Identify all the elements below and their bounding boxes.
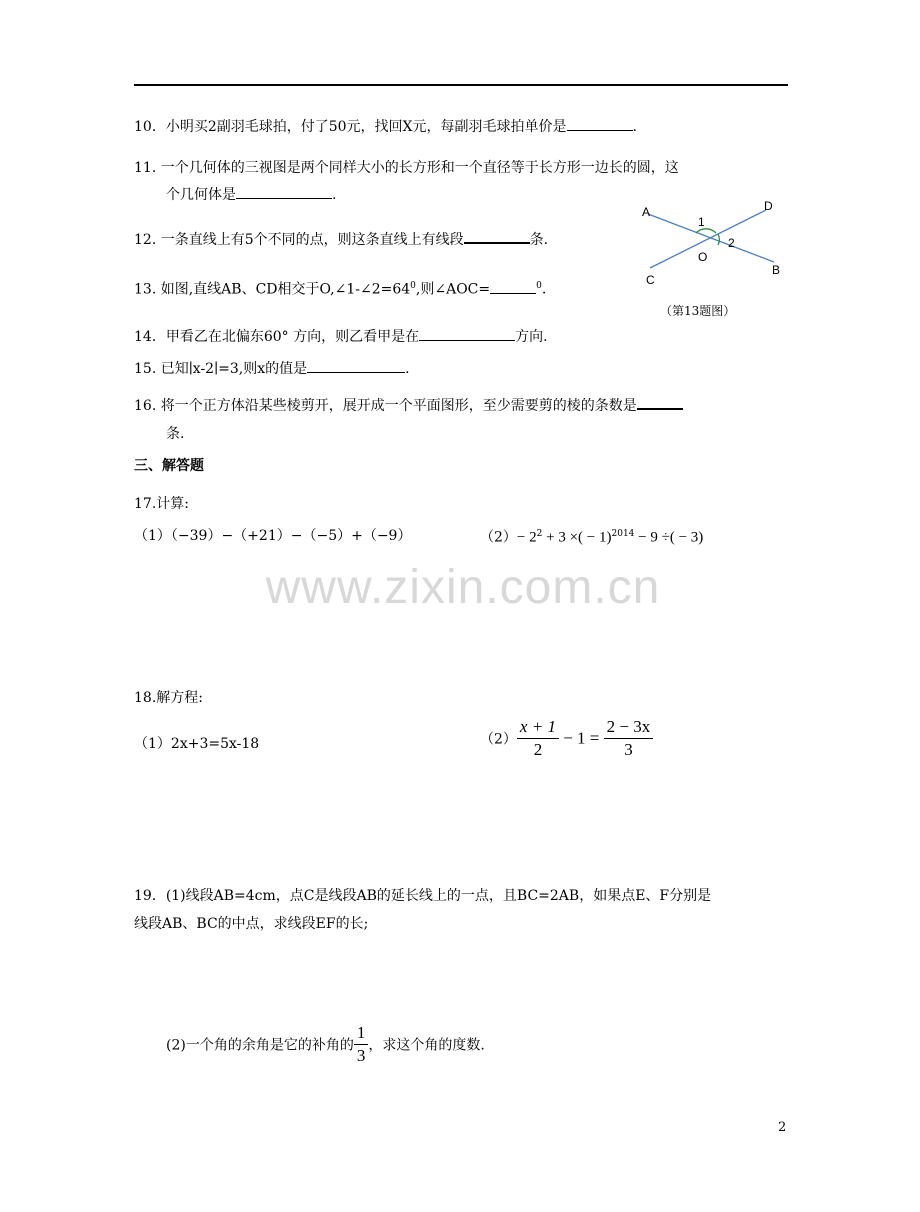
answer-blank-12[interactable] xyxy=(464,228,530,244)
line-cd xyxy=(650,210,766,268)
label-angle-1: 1 xyxy=(698,215,705,229)
question-11-line1: 11. 一个几何体的三视图是两个同样大小的长方形和一个直径等于长方形一边长的圆，这 xyxy=(134,160,679,176)
label-angle-2: 2 xyxy=(728,236,735,250)
fraction-right: $\frac{2 - 3x}{3}$ xyxy=(604,716,654,761)
angle-1-arc xyxy=(696,229,716,233)
answer-blank-13[interactable] xyxy=(490,279,536,294)
label-b: B xyxy=(772,263,781,277)
question-15: 15. 已知∣x-2∣=3,则x的值是 . xyxy=(134,358,410,379)
question-14: 14．甲看乙在北偏东60° 方向，则乙看甲是在 方向. xyxy=(134,326,548,347)
page-number: 2 xyxy=(778,1120,787,1135)
question-17-part2: $(2)- 2^2 + 3$ ×( − 1)$^{2014}$ − 9 ÷( − 3) xyxy=(480,529,704,546)
answer-blank-14[interactable] xyxy=(419,326,515,341)
fraction-one-third: $\frac{1}{3}$ xyxy=(354,1022,369,1067)
label-o: O xyxy=(698,250,708,264)
question-19-line1: 19．(1)线段AB=4cm，点C是线段AB的延长线上的一点，且BC=2AB，如果点E、F分别是 xyxy=(134,888,712,904)
question-16-line2: 条. xyxy=(166,426,185,442)
figure-caption: （第13题图） xyxy=(660,304,736,318)
question-10: 10．小明买2副羽毛球拍，付了50元，找回X元，每副羽毛球拍单价是 . xyxy=(134,116,637,137)
fraction-left: $\frac{x + 1}{2}$ xyxy=(517,716,559,761)
question-17-title: 17.计算: xyxy=(134,496,189,512)
answer-blank-15[interactable] xyxy=(307,358,405,373)
section-heading-3: 三、解答题 xyxy=(134,458,204,474)
question-17-part1: （1）（−39）−（+21）−（−5）+（−9） xyxy=(134,528,412,544)
answer-blank-16[interactable] xyxy=(637,394,683,410)
question-10-text: 10．小明买2副羽毛球拍，付了50元，找回X元，每副羽毛球拍单价是 xyxy=(134,119,567,135)
figure-13 xyxy=(634,196,790,300)
header-rule xyxy=(134,84,788,86)
question-11-line2: 个几何体是 . xyxy=(166,184,336,205)
question-18-part1: （1）2x+3=5x-18 xyxy=(134,736,260,752)
question-18-part2: （2） $\frac{x + 1}{2}$ − 1 = $\frac{2 - 3x}{3}$ xyxy=(480,716,653,761)
label-c: C xyxy=(646,273,655,287)
answer-blank-11[interactable] xyxy=(236,184,332,199)
watermark: www.zixin.com.cn xyxy=(265,561,661,614)
label-a: A xyxy=(642,205,651,219)
question-18-title: 18.解方程: xyxy=(134,690,203,706)
question-16-line1: 16. 将一个正方体沿某些棱剪开，展开成一个平面图形，至少需要剪的棱的条数是 xyxy=(134,394,683,416)
question-19-line2: 线段AB、BC的中点，求线段EF的长; xyxy=(134,916,369,932)
answer-blank-10[interactable] xyxy=(567,116,633,131)
label-d: D xyxy=(764,199,773,213)
intersecting-lines-diagram xyxy=(634,196,790,296)
question-19-part2: (2)一个角的余角是它的补角的 $\frac{1}{3}$ ，求这个角的度数. xyxy=(166,1023,485,1065)
angle-2-arc xyxy=(718,234,719,245)
question-13: 13. 如图,直线AB、CD相交于$O,\angle 1-\angle 2=64^0$,则∠AOC= $^0$. xyxy=(134,276,546,300)
question-12: 12. 一条直线上有5个不同的点，则这条直线上有线段 条. xyxy=(134,228,548,250)
